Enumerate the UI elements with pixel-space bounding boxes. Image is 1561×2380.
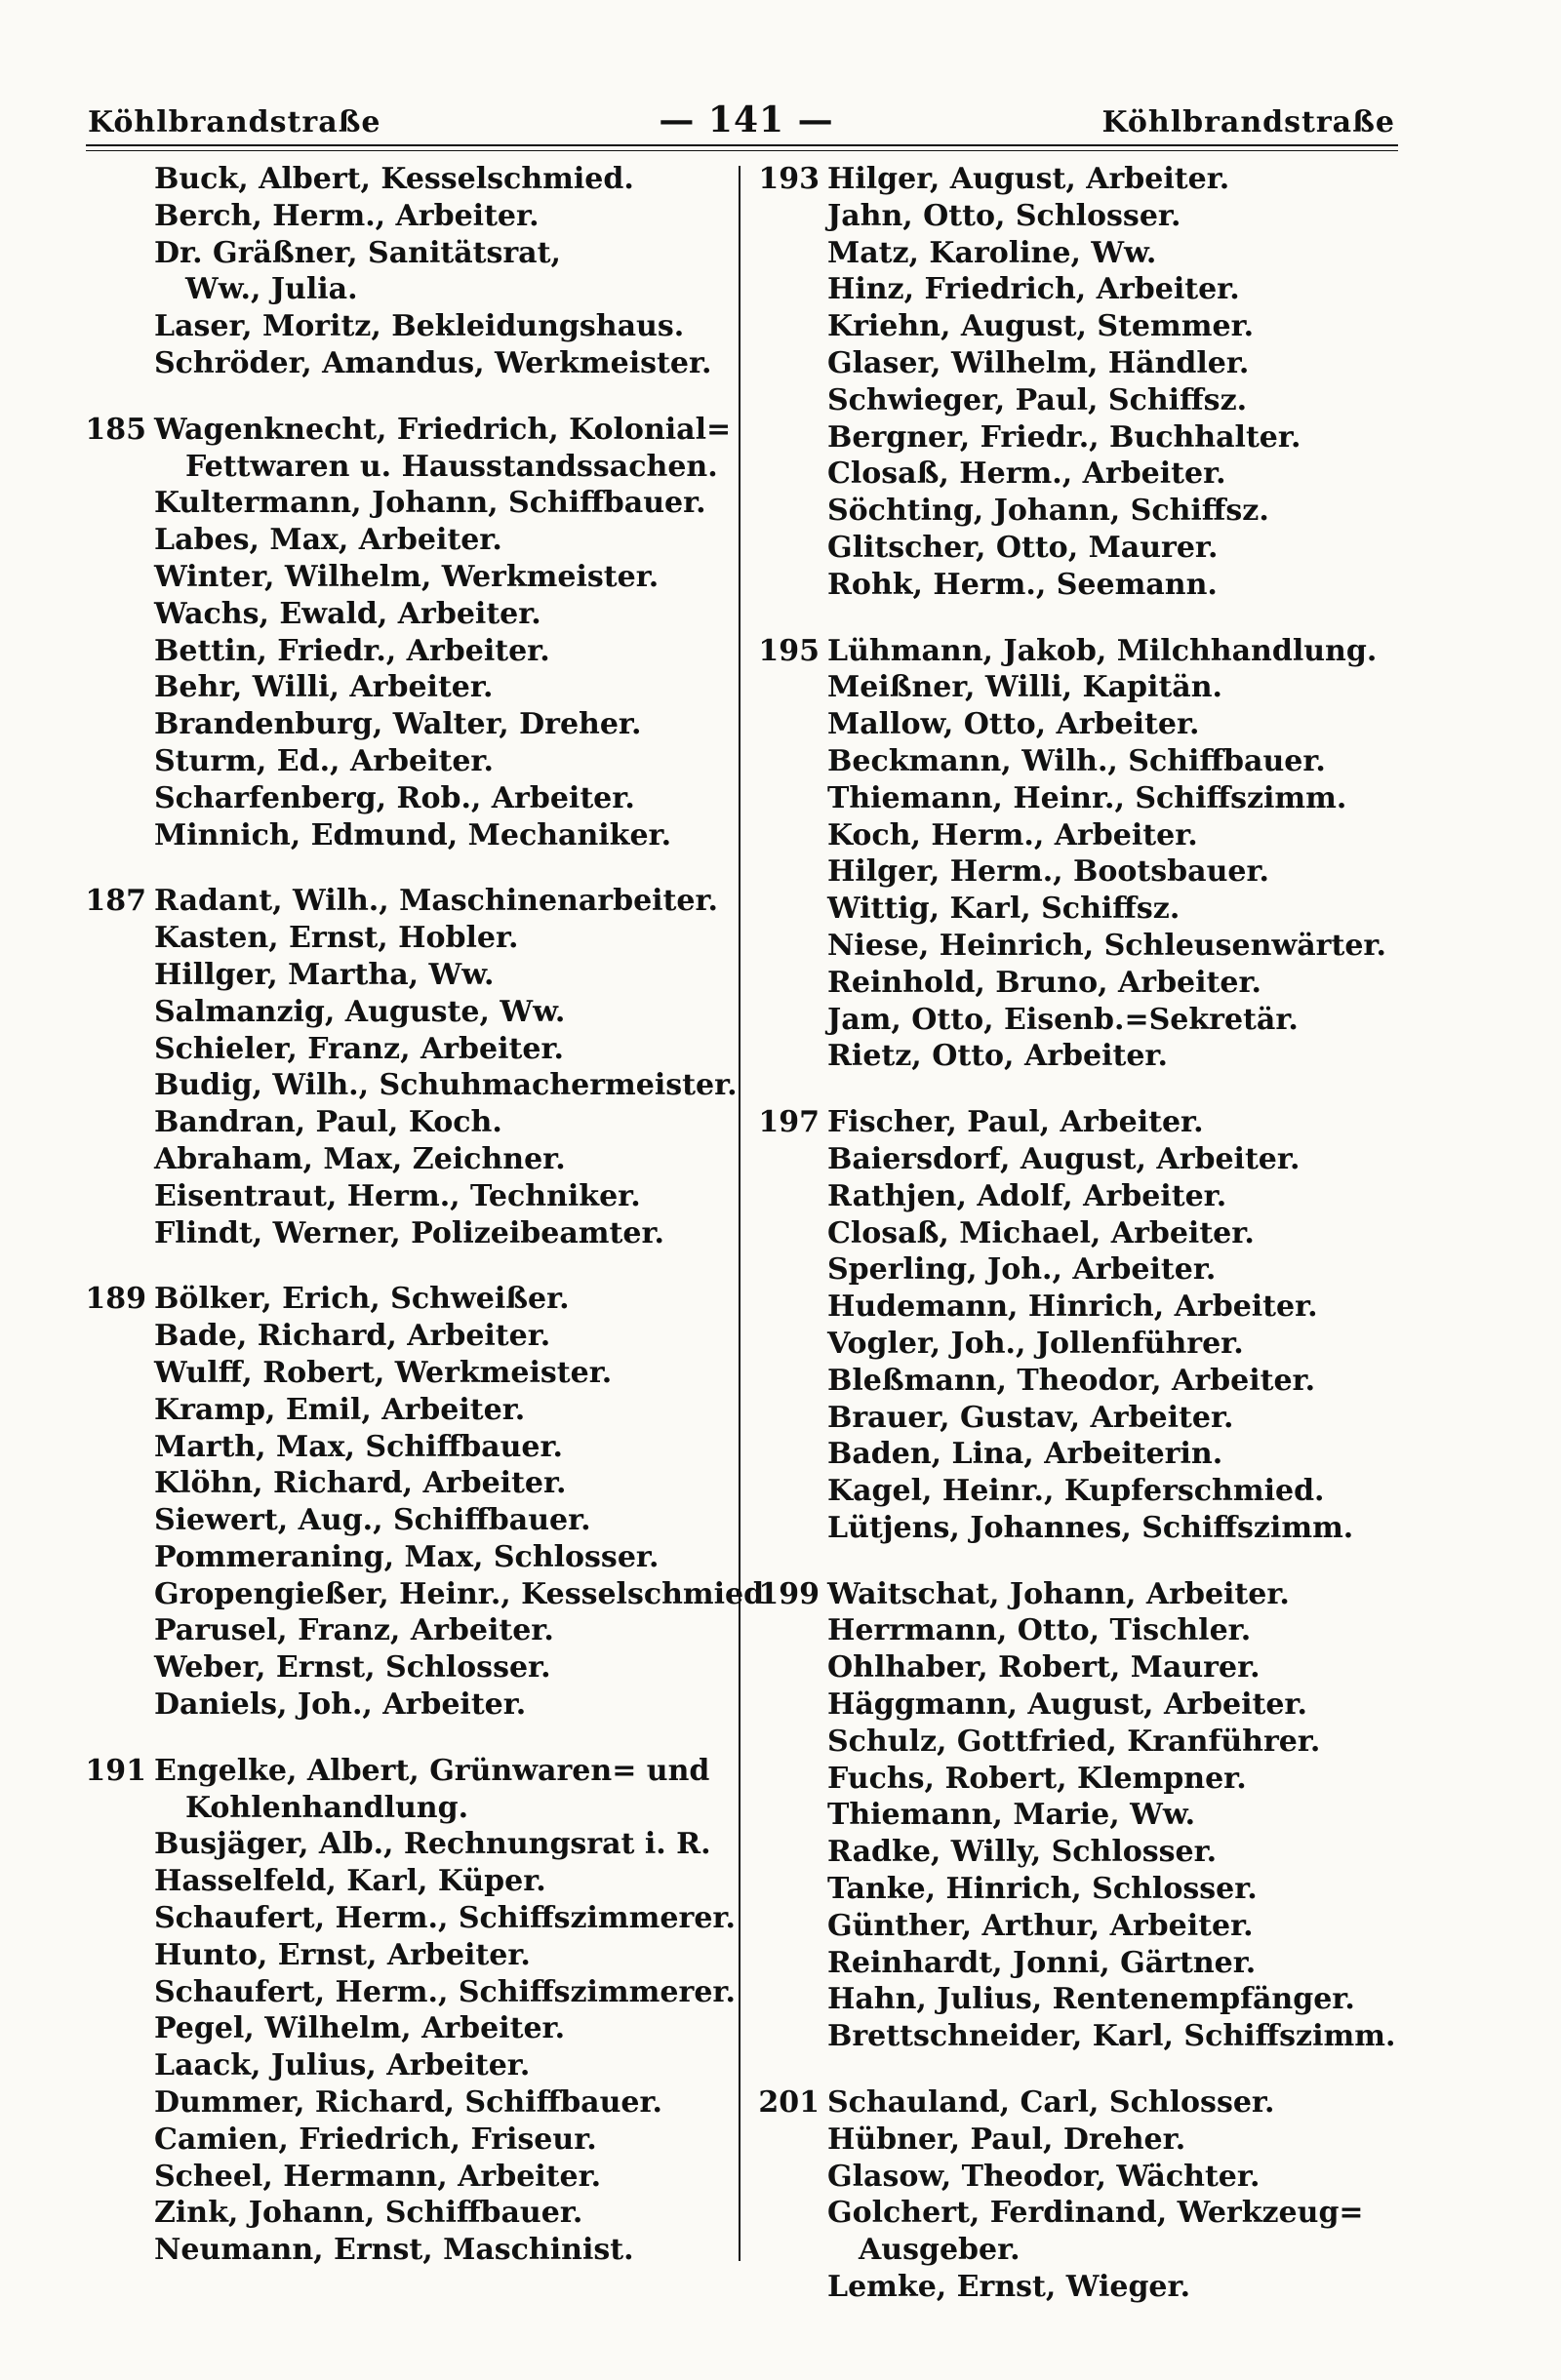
resident-entry (78, 2010, 722, 2047)
resident-text: Wittig, Karl, Schiffsz. (827, 892, 1181, 927)
resident-entry (78, 1974, 736, 2011)
resident-entry (751, 1510, 1395, 1547)
resident-text: Bandran, Paul, Koch. (154, 1105, 502, 1140)
resident-text: Scharfenberg, Rob., Arbeiter. (154, 780, 635, 815)
house-number: 185 (85, 412, 146, 447)
resident-entry (78, 994, 722, 1031)
resident-entry (751, 669, 1395, 706)
resident-entry (78, 596, 722, 633)
resident-text: Scheel, Hermann, Arbeiter. (154, 2159, 602, 2194)
resident-entry (751, 1002, 1395, 1039)
resident-text: Dr. Gräßner, Sanitätsrat, (154, 235, 561, 270)
resident-text: Brettschneider, Karl, Schiffszimm. (827, 2019, 1396, 2054)
resident-entry (78, 1465, 722, 1502)
resident-entry (78, 449, 722, 486)
resident-entry (751, 1400, 1395, 1437)
resident-entry (78, 1104, 722, 1141)
resident-entry (78, 559, 722, 596)
resident-text: Bölker, Erich, Schweißer. (154, 1282, 570, 1317)
resident-text: Meißner, Willi, Kapitän. (827, 670, 1222, 705)
header-rule-thin (86, 150, 1398, 151)
resident-entry (751, 2122, 1395, 2159)
house-number-group (751, 1104, 1395, 1547)
resident-text: Hunto, Ernst, Arbeiter. (154, 1937, 531, 1972)
resident-entry (78, 308, 722, 345)
resident-text: Rohk, Herm., Seemann. (827, 567, 1218, 602)
resident-entry (78, 271, 722, 308)
resident-text: Pegel, Wilhelm, Arbeiter. (154, 2011, 566, 2046)
resident-text: Abraham, Max, Zeichner. (154, 1141, 566, 1176)
resident-entry (78, 780, 722, 817)
resident-text: Weber, Ernst, Schlosser. (154, 1650, 551, 1686)
resident-text: Dummer, Richard, Schiffbauer. (154, 2085, 663, 2121)
resident-text: Lemke, Ernst, Wieger. (827, 2270, 1191, 2305)
resident-text: Wulff, Robert, Werkmeister. (154, 1355, 613, 1390)
house-number-group (751, 1576, 1395, 2055)
resident-entry (78, 2084, 722, 2122)
resident-text: Kagel, Heinr., Kupferschmied. (827, 1474, 1325, 1509)
resident-text: Hillger, Martha, Ww. (154, 957, 495, 992)
resident-text: Fuchs, Robert, Klempner. (827, 1761, 1247, 1796)
resident-text: Ww., Julia. (185, 272, 358, 307)
resident-entry (751, 198, 1395, 235)
resident-text: Häggmann, August, Arbeiter. (827, 1687, 1307, 1723)
resident-entry (78, 883, 722, 920)
resident-text: Radke, Willy, Schlosser. (827, 1835, 1218, 1870)
resident-entry (78, 1031, 722, 1068)
resident-entry (751, 965, 1395, 1002)
running-head-right: Köhlbrandstraße (1101, 105, 1395, 139)
resident-entry (78, 1355, 722, 1392)
resident-entry (751, 493, 1395, 530)
resident-text: Winter, Wilhelm, Werkmeister. (154, 559, 660, 594)
resident-entry (751, 1178, 1395, 1215)
house-number: 195 (758, 633, 820, 668)
resident-entry (751, 706, 1395, 743)
resident-text: Matz, Karoline, Ww. (827, 235, 1157, 270)
resident-entry (751, 530, 1395, 567)
resident-text: Hilger, August, Arbeiter. (827, 162, 1230, 196)
resident-entry (78, 2232, 722, 2269)
house-number: 187 (85, 884, 146, 919)
resident-text: Beckmann, Wilh., Schiffbauer. (827, 743, 1326, 778)
resident-entry (78, 522, 722, 559)
resident-text: Schwieger, Paul, Schiffsz. (827, 382, 1248, 417)
resident-entry (751, 2159, 1395, 2196)
resident-text: Ausgeber. (859, 2233, 1021, 2268)
resident-entry (78, 345, 722, 382)
resident-text: Niese, Heinrich, Schleusenwärter. (827, 928, 1386, 963)
resident-entry (78, 198, 722, 235)
resident-entry (751, 817, 1395, 854)
house-number: 191 (85, 1753, 146, 1788)
resident-entry (78, 1318, 722, 1355)
resident-entry (78, 1502, 722, 1539)
resident-entry (78, 706, 722, 743)
resident-entry (751, 2269, 1395, 2306)
resident-entry (751, 456, 1395, 493)
resident-entry (751, 308, 1395, 345)
resident-text: Kasten, Ernst, Hobler. (154, 921, 519, 956)
resident-text: Kultermann, Johann, Schiffbauer. (154, 486, 706, 521)
resident-text: Closaß, Michael, Arbeiter. (827, 1215, 1255, 1250)
resident-text: Fischer, Paul, Arbeiter. (827, 1105, 1204, 1140)
resident-entry (78, 957, 722, 994)
resident-entry (751, 853, 1395, 891)
resident-text: Reinhold, Bruno, Arbeiter. (827, 965, 1261, 1000)
resident-text: Golchert, Ferdinand, Werkzeug= (827, 2196, 1364, 2231)
resident-text: Zink, Johann, Schiffbauer. (154, 2196, 583, 2231)
resident-text: Lütjens, Johannes, Schiffszimm. (827, 1510, 1354, 1545)
resident-entry (78, 1392, 722, 1429)
resident-text: Söchting, Johann, Schiffsz. (827, 494, 1269, 529)
house-number-group (78, 1281, 765, 1724)
resident-text: Neumann, Ernst, Maschinist. (154, 2233, 634, 2268)
resident-entry (78, 1429, 722, 1466)
resident-text: Glasow, Theodor, Wächter. (827, 2159, 1261, 2194)
resident-text: Fettwaren u. Hausstandssachen. (185, 449, 718, 484)
resident-entry (78, 1281, 722, 1318)
house-number-group (751, 161, 1395, 604)
resident-text: Ohlhaber, Robert, Maurer. (827, 1650, 1261, 1686)
resident-text: Sturm, Ed., Arbeiter. (154, 743, 494, 778)
resident-text: Herrmann, Otto, Tischler. (827, 1613, 1252, 1648)
resident-text: Schaufert, Herm., Schiffszimmerer. (154, 1901, 736, 1936)
resident-text: Klöhn, Richard, Arbeiter. (154, 1466, 567, 1501)
resident-entry (751, 1326, 1395, 1363)
resident-entry (751, 1945, 1395, 1982)
resident-entry (78, 412, 732, 449)
resident-entry (751, 1981, 1395, 2018)
resident-entry (751, 1104, 1395, 1141)
resident-text: Brandenburg, Walter, Dreher. (154, 707, 642, 742)
resident-text: Berch, Herm., Arbeiter. (154, 198, 540, 233)
resident-entry (751, 1038, 1395, 1075)
resident-text: Vogler, Joh., Jollenführer. (827, 1326, 1244, 1361)
resident-entry (751, 235, 1395, 272)
resident-entry (78, 2047, 722, 2084)
resident-text: Hinz, Friedrich, Arbeiter. (827, 272, 1240, 307)
resident-entry (78, 1826, 722, 1863)
resident-text: Laser, Moritz, Bekleidungshaus. (154, 309, 685, 344)
resident-text: Rietz, Otto, Arbeiter. (827, 1039, 1168, 1074)
page-number: — 141 — (659, 99, 834, 140)
resident-entry (78, 485, 722, 522)
resident-entry (78, 1178, 722, 1215)
resident-entry (751, 1215, 1395, 1252)
resident-text: Baiersdorf, August, Arbeiter. (827, 1141, 1301, 1176)
resident-text: Kriehn, August, Stemmer. (827, 309, 1255, 344)
resident-entry (751, 2232, 1395, 2269)
resident-text: Glitscher, Otto, Maurer. (827, 530, 1219, 565)
resident-entry (751, 271, 1395, 308)
resident-entry (751, 1649, 1395, 1686)
resident-entry (78, 1686, 722, 1724)
resident-text: Engelke, Albert, Grünwaren= und (154, 1753, 710, 1788)
resident-entry (78, 743, 722, 780)
house-number-group (751, 633, 1395, 1076)
resident-text: Radant, Wilh., Maschinenarbeiter. (154, 884, 718, 919)
resident-entry (751, 1436, 1395, 1473)
resident-entry (78, 817, 722, 854)
resident-entry (78, 2159, 722, 2196)
resident-entry (751, 1576, 1395, 1613)
resident-text: Flindt, Werner, Polizeibeamter. (154, 1215, 664, 1250)
resident-entry (78, 161, 722, 198)
resident-text: Schulz, Gottfried, Kranführer. (827, 1724, 1321, 1759)
resident-text: Reinhardt, Jonni, Gärtner. (827, 1945, 1257, 1980)
column-divider (739, 166, 740, 2261)
resident-text: Günther, Arthur, Arbeiter. (827, 1908, 1254, 1943)
resident-entry (751, 1251, 1395, 1289)
resident-entry (78, 1141, 722, 1178)
resident-text: Camien, Friedrich, Friseur. (154, 2122, 597, 2157)
resident-text: Laack, Julius, Arbeiter. (154, 2048, 531, 2083)
resident-entry (78, 1937, 722, 1974)
resident-entry (751, 2084, 1395, 2122)
running-head-left: Köhlbrandstraße (88, 105, 381, 139)
resident-text: Gropengießer, Heinr., Kesselschmied (154, 1576, 765, 1611)
resident-entry (751, 2018, 1395, 2055)
resident-text: Daniels, Joh., Arbeiter. (154, 1687, 527, 1723)
resident-text: Waitschat, Johann, Arbeiter. (827, 1576, 1290, 1611)
resident-entry (751, 1797, 1395, 1834)
house-number: 197 (758, 1105, 820, 1140)
resident-entry (751, 1871, 1395, 1908)
resident-entry (751, 1908, 1395, 1945)
resident-entry (751, 928, 1395, 965)
resident-text: Baden, Lina, Arbeiterin. (827, 1437, 1223, 1472)
resident-entry (751, 1363, 1395, 1400)
resident-entry (751, 1612, 1395, 1649)
resident-entry (751, 780, 1395, 817)
resident-text: Schieler, Franz, Arbeiter. (154, 1031, 564, 1066)
resident-text: Buck, Albert, Kesselschmied. (154, 162, 634, 196)
resident-entry (78, 669, 722, 706)
header-rule (86, 144, 1398, 146)
resident-text: Hudemann, Hinrich, Arbeiter. (827, 1289, 1318, 1325)
resident-text: Hahn, Julius, Rentenempfänger. (827, 1982, 1355, 2017)
resident-entry (78, 1539, 722, 1576)
resident-entry (751, 743, 1395, 780)
resident-entry (78, 1067, 738, 1104)
resident-text: Kohlenhandlung. (185, 1790, 469, 1825)
resident-entry (78, 1790, 722, 1827)
resident-text: Thiemann, Heinr., Schiffszimm. (827, 780, 1347, 815)
resident-text: Jahn, Otto, Schlosser. (827, 198, 1181, 233)
resident-entry (751, 1686, 1395, 1724)
resident-entry (751, 419, 1395, 456)
resident-entry (751, 161, 1395, 198)
resident-entry (751, 382, 1395, 419)
house-number-group (751, 2084, 1395, 2306)
resident-entry (78, 920, 722, 957)
resident-entry (78, 1612, 722, 1649)
resident-entry (751, 2195, 1395, 2232)
resident-text: Salmanzig, Auguste, Ww. (154, 994, 566, 1029)
resident-text: Eisentraut, Herm., Techniker. (154, 1178, 641, 1213)
resident-text: Tanke, Hinrich, Schlosser. (827, 1872, 1258, 1907)
resident-text: Brauer, Gustav, Arbeiter. (827, 1400, 1234, 1435)
resident-entry (751, 1724, 1395, 1761)
resident-text: Bade, Richard, Arbeiter. (154, 1319, 551, 1354)
resident-entry (78, 1900, 736, 1937)
resident-text: Schröder, Amandus, Werkmeister. (154, 345, 712, 380)
resident-text: Kramp, Emil, Arbeiter. (154, 1392, 526, 1427)
house-number: 189 (85, 1282, 146, 1317)
resident-text: Bergner, Friedr., Buchhalter. (827, 419, 1301, 455)
resident-entry (78, 2122, 722, 2159)
resident-text: Thiemann, Marie, Ww. (827, 1798, 1196, 1833)
resident-entry (751, 1473, 1395, 1510)
resident-entry (78, 633, 722, 670)
resident-text: Hasselfeld, Karl, Küper. (154, 1864, 546, 1899)
resident-entry (751, 891, 1395, 928)
resident-text: Budig, Wilh., Schuhmachermeister. (154, 1068, 738, 1103)
resident-text: Wachs, Ewald, Arbeiter. (154, 596, 541, 631)
resident-text: Lühmann, Jakob, Milchhandlung. (827, 633, 1378, 668)
resident-text: Pommeraning, Max, Schlosser. (154, 1539, 660, 1574)
house-number-group (78, 1753, 736, 2269)
resident-entry (78, 1649, 722, 1686)
resident-text: Schauland, Carl, Schlosser. (827, 2085, 1275, 2121)
resident-entry (78, 2195, 722, 2232)
resident-entry (78, 1215, 722, 1252)
resident-text: Wagenknecht, Friedrich, Kolonial= (154, 412, 732, 447)
resident-entry (78, 235, 722, 272)
resident-text: Hübner, Paul, Dreher. (827, 2122, 1186, 2157)
resident-entry (78, 1753, 722, 1790)
resident-text: Jam, Otto, Eisenb.=Sekretär. (827, 1002, 1299, 1037)
resident-text: Mallow, Otto, Arbeiter. (827, 707, 1200, 742)
right-column (751, 161, 1395, 2335)
resident-text: Bleßmann, Theodor, Arbeiter. (827, 1363, 1316, 1398)
resident-entry (751, 633, 1395, 670)
resident-text: Glaser, Wilhelm, Händler. (827, 345, 1250, 380)
resident-text: Closaß, Herm., Arbeiter. (827, 456, 1226, 492)
resident-entry (78, 1863, 722, 1900)
house-number: 201 (758, 2085, 820, 2121)
house-number: 199 (758, 1576, 820, 1611)
resident-entry (751, 1834, 1395, 1871)
resident-text: Hilger, Herm., Bootsbauer. (827, 854, 1269, 890)
resident-text: Sperling, Joh., Arbeiter. (827, 1252, 1217, 1288)
resident-text: Parusel, Franz, Arbeiter. (154, 1613, 554, 1648)
resident-entry (751, 1289, 1395, 1326)
resident-entry (78, 1576, 765, 1613)
resident-text: Busjäger, Alb., Rechnungsrat i. R. (154, 1827, 711, 1862)
resident-text: Schaufert, Herm., Schiffszimmerer. (154, 1974, 736, 2009)
resident-text: Marth, Max, Schiffbauer. (154, 1429, 564, 1464)
house-number-group (78, 161, 722, 382)
resident-text: Bettin, Friedr., Arbeiter. (154, 633, 550, 668)
house-number-group (78, 412, 732, 854)
resident-entry (751, 345, 1395, 382)
left-column (78, 161, 765, 2298)
resident-entry (751, 1761, 1395, 1798)
resident-text: Koch, Herm., Arbeiter. (827, 817, 1198, 853)
resident-entry (751, 1141, 1395, 1178)
house-number: 193 (758, 162, 820, 196)
house-number-group (78, 883, 738, 1251)
resident-text: Minnich, Edmund, Mechaniker. (154, 817, 672, 853)
resident-entry (751, 567, 1395, 604)
resident-text: Behr, Willi, Arbeiter. (154, 670, 494, 705)
resident-text: Rathjen, Adolf, Arbeiter. (827, 1178, 1227, 1213)
resident-text: Siewert, Aug., Schiffbauer. (154, 1503, 591, 1538)
resident-text: Labes, Max, Arbeiter. (154, 523, 502, 558)
